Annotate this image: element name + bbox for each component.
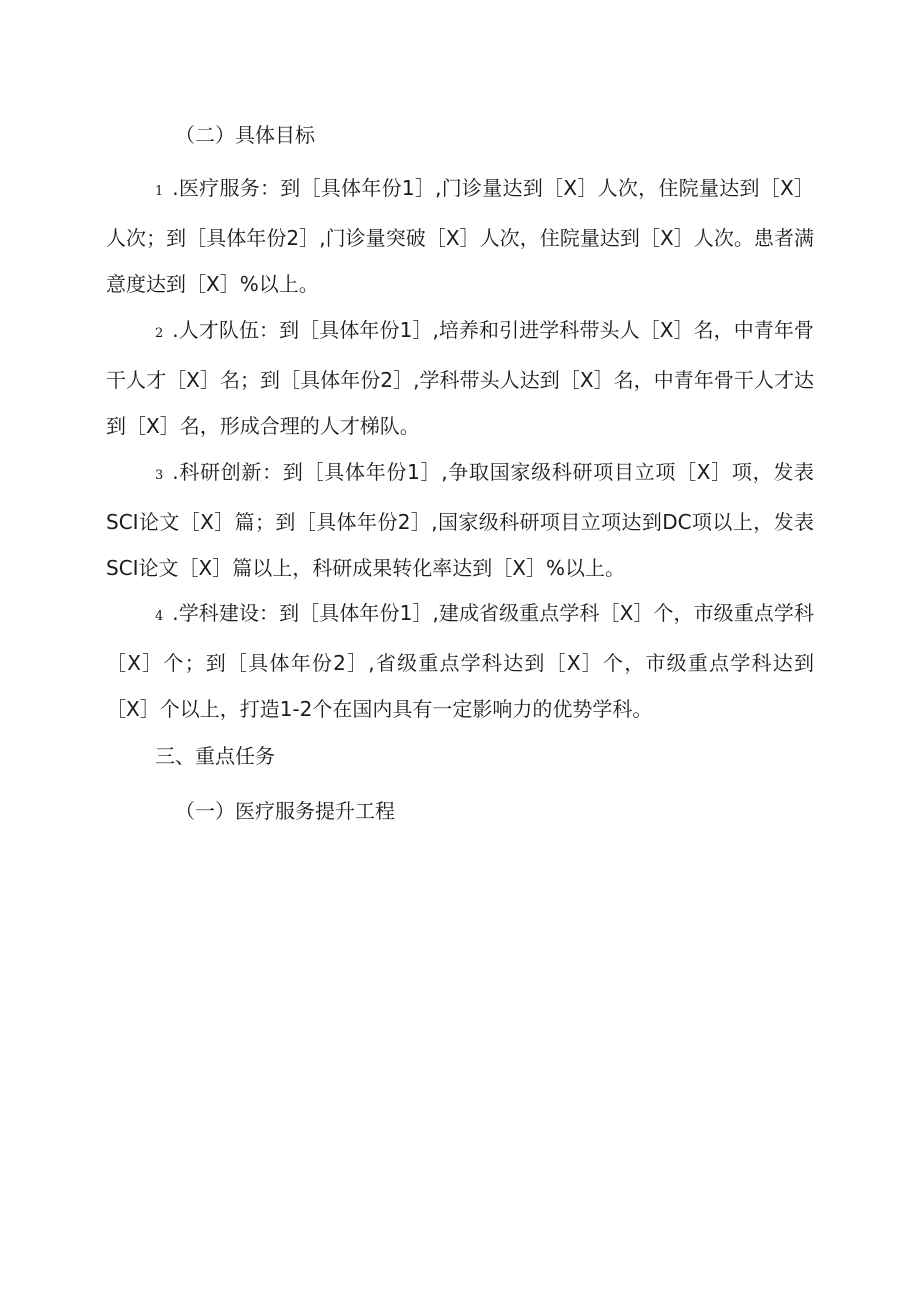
goal-item-research-innovation [106,449,814,591]
item-text: .人才队伍：到［具体年份1］,培养和引进学科带头人［X］名，中青年骨干人才［X］名；到［具体年份2］,学科带头人达到［X］名，中青年骨干人才达到［X］名，形成合理的人才梯队。 [106,318,814,438]
item-number: 2 [155,326,164,341]
item-text: .医疗服务：到［具体年份1］,门诊量达到［X］人次，住院量达到［X］人次；到［具体年份2］,门诊量突破［X］人次，住院量达到［X］人次。患者满意度达到［X］%以上。 [106,176,814,296]
section-heading-key-tasks: 三、重点任务 [155,744,275,768]
item-number: 1 [155,184,164,199]
goal-item-discipline-construction [106,590,814,732]
item-text: .科研创新：到［具体年份1］,争取国家级科研项目立项［X］项，发表SCI论文［X］篇；到［具体年份2］,国家级科研项目立项达到DC项以上，发表SCI论文［X］篇以上，科研成果转化率达到［X］%以上。 [106,460,814,580]
goal-item-medical-service [106,165,814,307]
subheading-specific-goals: （二）具体目标 [175,123,315,147]
item-text: .学科建设：到［具体年份1］,建成省级重点学科［X］个，市级重点学科［X］个；到［具体年份2］,省级重点学科达到［X］个，市级重点学科达到［X］个以上，打造1-2个在国内具有一定影响力的优势学科。 [106,601,814,721]
item-number: 3 [155,468,164,483]
subheading-medical-service-upgrade: （一）医疗服务提升工程 [175,799,395,823]
item-number: 4 [155,609,164,624]
goal-item-talent-team [106,307,814,449]
